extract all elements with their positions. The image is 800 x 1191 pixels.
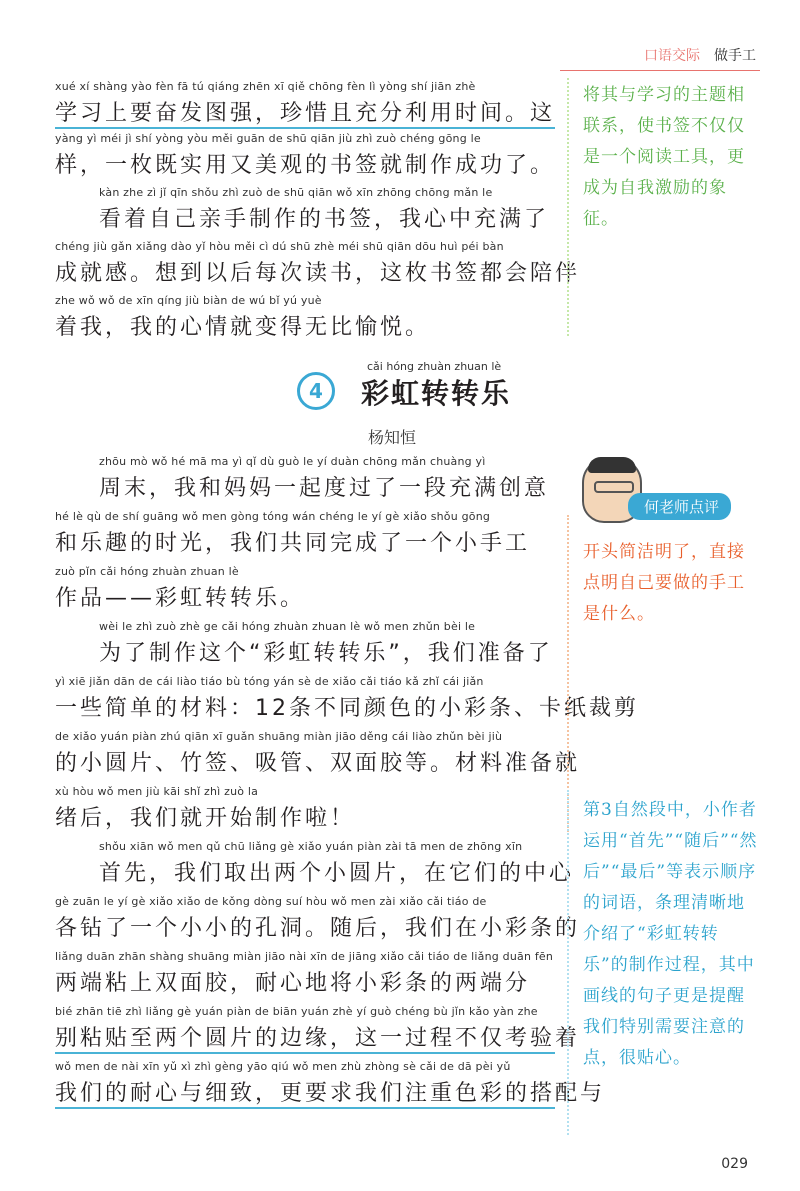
- teacher-label: 何老师点评: [628, 493, 731, 520]
- pinyin-line: wǒ men de nài xīn yǔ xì zhì gèng yāo qiú wǒ men zhù zhòng sè cǎi de dā pèi yǔ: [55, 1060, 511, 1073]
- hanzi-line: 绪后，我们就开始制作啦！: [55, 806, 356, 831]
- margin-divider: [567, 790, 569, 1135]
- margin-note-green: 将其与学习的主题相联系，使书签不仅仅是一个阅读工具，更成为自我激励的象征。: [583, 85, 745, 229]
- page-number: 029: [721, 1156, 748, 1172]
- margin-note-orange: 开头简洁明了，直接点明自己要做的手工是什么。: [583, 542, 745, 624]
- title-pinyin: cǎi hóng zhuàn zhuan lè: [367, 360, 502, 373]
- pinyin-line: zuò pǐn cǎi hóng zhuàn zhuan lè: [55, 565, 239, 578]
- hanzi-line: 作品——彩虹转转乐。: [55, 586, 306, 611]
- hanzi-line: 一些简单的材料：12条不同颜色的小彩条、卡纸裁剪: [55, 696, 639, 721]
- pinyin-line: de xiǎo yuán piàn zhú qiān xī guǎn shuāng miàn jiāo děng cái liào zhǔn bèi jiù: [55, 730, 503, 743]
- hanzi-line: 学习上要奋发图强，珍惜且充分利用时间。这: [55, 96, 555, 129]
- title-number-badge: 4: [297, 372, 335, 410]
- title-text: 彩虹转转乐: [361, 377, 512, 410]
- pinyin-line: bié zhān tiē zhì liǎng gè yuán piàn de biān yuán zhè yí guò chéng bù jǐn kǎo yàn zhe: [55, 1005, 538, 1018]
- margin-note-blue: 第3自然段中，小作者运用“首先”“随后”“然后”“最后”等表示顺序的词语，条理清晰地介绍了“彩虹转转乐”的制作过程，其中画线的句子更是提醒我们特别需要注意的点，很贴心。: [583, 800, 758, 1068]
- pinyin-line: liǎng duān zhān shàng shuāng miàn jiāo nài xīn de jiāng xiǎo cǎi tiáo de liǎng duān fēn: [55, 950, 554, 963]
- author-name: 杨知恒: [368, 428, 417, 447]
- pinyin-line: kàn zhe zì jǐ qīn shǒu zhì zuò de shū qiān wǒ xīn zhōng chōng mǎn le: [99, 186, 493, 199]
- pinyin-line: zhe wǒ wǒ de xīn qíng jiù biàn de wú bǐ yú yuè: [55, 294, 322, 307]
- teacher-comment-header: [582, 455, 752, 525]
- hanzi-line: 两端粘上双面胶，耐心地将小彩条的两端分: [55, 971, 531, 996]
- margin-divider: [567, 515, 569, 835]
- pinyin-line: gè zuān le yí gè xiǎo xiǎo de kǒng dòng suí hòu wǒ men zài xiǎo cǎi tiáo de: [55, 895, 487, 908]
- hanzi-line: 的小圆片、竹签、吸管、双面胶等。材料准备就: [55, 751, 581, 776]
- pinyin-line: xué xí shàng yào fèn fā tú qiáng zhēn xī qiě chōng fèn lì yòng shí jiān zhè: [55, 80, 476, 93]
- hanzi-line: 各钻了一个小小的孔洞。随后，我们在小彩条的: [55, 916, 581, 941]
- pinyin-line: chéng jiù gǎn xiǎng dào yǐ hòu měi cì dú shū zhè méi shū qiān dōu huì péi bàn: [55, 240, 504, 253]
- pinyin-line: yì xiē jiǎn dān de cái liào tiáo bù tóng yán sè de xiǎo cǎi tiáo kǎ zhǐ cái jiǎn: [55, 675, 484, 688]
- pinyin-line: zhōu mò wǒ hé mā ma yì qǐ dù guò le yí duàn chōng mǎn chuàng yì: [99, 455, 486, 468]
- hanzi-line: 首先，我们取出两个小圆片，在它们的中心: [99, 861, 575, 886]
- hanzi-line: 成就感。想到以后每次读书，这枚书签都会陪伴: [55, 261, 581, 286]
- header-rule: [560, 70, 760, 71]
- margin-divider: [567, 78, 569, 336]
- hanzi-line: 样，一枚既实用又美观的书签就制作成功了。: [55, 153, 556, 178]
- hanzi-line: 看着自己亲手制作的书签，我心中充满了: [99, 207, 550, 232]
- hanzi-line: 着我，我的心情就变得无比愉悦。: [55, 315, 431, 340]
- pinyin-line: hé lè qù de shí guāng wǒ men gòng tóng wán chéng le yí gè xiǎo shǒu gōng: [55, 510, 491, 523]
- hanzi-line: 和乐趣的时光，我们共同完成了一个小手工: [55, 531, 531, 556]
- pinyin-line: xù hòu wǒ men jiù kāi shǐ zhì zuò la: [55, 785, 259, 798]
- hanzi-line: 周末，我和妈妈一起度过了一段充满创意: [99, 476, 550, 501]
- page-header: [644, 42, 756, 68]
- hanzi-line: 为了制作这个“彩虹转转乐”，我们准备了: [99, 641, 553, 666]
- section-label: 口语交际: [644, 48, 700, 64]
- pinyin-line: shǒu xiān wǒ men qǔ chū liǎng gè xiǎo yuán piàn zài tā men de zhōng xīn: [99, 840, 523, 853]
- pinyin-line: yàng yì méi jì shí yòng yòu měi guān de shū qiān jiù zhì zuò chéng gōng le: [55, 132, 481, 145]
- pinyin-line: wèi le zhì zuò zhè ge cǎi hóng zhuàn zhuan lè wǒ men zhǔn bèi le: [99, 620, 476, 633]
- hanzi-line: 我们的耐心与细致，更要求我们注重色彩的搭配与: [55, 1076, 555, 1109]
- part-label: 做手工: [714, 48, 756, 64]
- hanzi-line: 别粘贴至两个圆片的边缘，这一过程不仅考验着: [55, 1021, 555, 1054]
